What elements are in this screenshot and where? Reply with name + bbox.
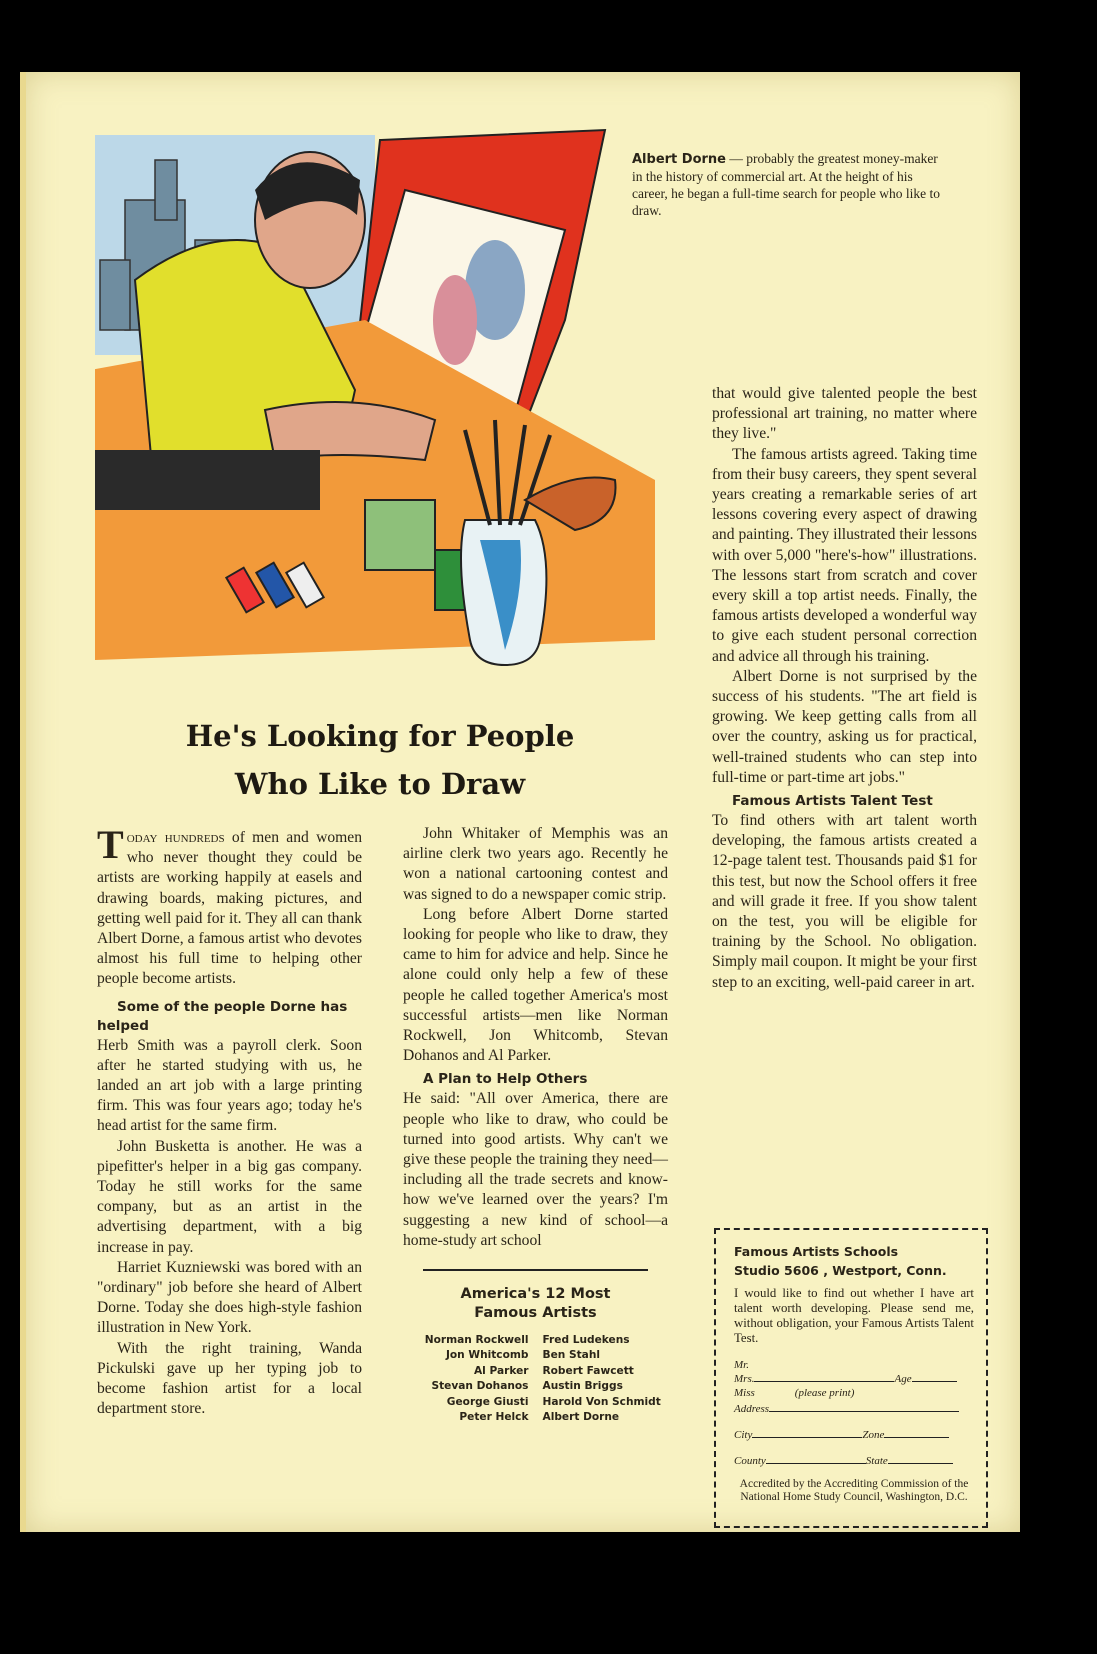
paragraph: John Whitaker of Memphis was an airline clerk two years ago. Recently he won a national cartooning contest and was signed to do a newspaper comic strip. [403,825,668,903]
artists-list [403,1333,668,1425]
headline-line-2: Who Like to Draw [234,767,526,801]
headline [120,712,640,808]
paragraph: John Busketta is another. He was a pipefitter's helper in a big gas company. Today he still works for the same company, but as an artist in the advertising department, with a big increase in pay. [97,1137,362,1256]
paragraph: Albert Dorne is not surprised by the success of his students. "The art field is growing. We keep getting calls from all over the country, asking us for practical, well-trained students who can step into full-time or part-time art jobs." [712,667,977,786]
paragraph: To find others with art talent worth developing, the famous artists created a 12-page talent test. Thousands paid $1 for this test, but now the School offers it free and will grade it free. If you show talent on the test, you will be eligible for training by the School. No obligation. Simply mail coupon. It might be your first step to an exciting, well-paid career in art. [712,812,977,991]
artist-name: Peter Helck [459,1411,529,1424]
artist-name: Albert Dorne [542,1411,620,1424]
artist-name: Norman Rockwell [424,1334,529,1347]
label-mr: Mr. [734,1359,749,1371]
mail-coupon[interactable] [714,1228,988,1528]
coupon-school-name: Famous Artists Schools [734,1244,899,1259]
artist-name: Stevan Dohanos [431,1380,529,1393]
artists-list-title [403,1285,668,1323]
headline-line-1: He's Looking for People [185,719,575,753]
label-miss: Miss [734,1387,755,1399]
zone-field[interactable] [884,1428,949,1438]
paragraph: Long before Albert Dorne started looking for people who like to draw, they came to him for advice and help. Since he alone could only help a few of these people he called together America's most successful artists—men like Norman Rockwell, Jon Whitcomb, Stevan Dohanos and Al Parker. [403,905,668,1065]
lead-words: oday hundreds [126,829,225,846]
name-field[interactable] [754,1372,894,1382]
artist-name: Jon Whitcomb [445,1349,529,1362]
subheading-people-helped: Some of the people Dorne has helped [97,998,348,1034]
intro-paragraph [97,822,362,990]
caption-name: Albert Dorne [632,152,726,167]
artist-name: Robert Fawcett [542,1364,634,1377]
label-state: State [865,1455,888,1467]
label-address: Address [734,1403,770,1415]
address-field[interactable] [769,1402,959,1412]
subheading-plan: A Plan to Help Others [423,1071,588,1088]
label-city: City [734,1429,753,1441]
accreditation-note: Accredited by the Accrediting Commission of the National Home Study Council, Washington, D.C. [739,1478,969,1503]
county-field[interactable] [766,1454,866,1464]
state-field[interactable] [888,1454,953,1464]
intro-text: of men and women who never thought they could be artists are working happily at easels and drawing boards, making pictures, and getting well paid for it. They all can thank Albert Dorne, a famous artist who devotes almost his full time to helping other people become artists. [97,829,362,988]
column-3 [712,384,977,993]
illustration-caption [632,150,942,219]
coupon-request-text: I would like to find out whether I have art talent worth developing. Please send me, without obligation, your Famous Artists Talent Test. [734,1286,974,1345]
column-1 [97,822,362,1419]
label-mrs: Mrs. [734,1373,755,1385]
coupon-address: Studio 5606 , Westport, Conn. [734,1263,947,1278]
illustration-artist-at-easel [95,120,655,690]
paragraph: Harriet Kuzniewski was bored with an "ordinary" job before she heard of Albert Dorne. Today she does high-style fashion illustration in New York. [97,1258,362,1337]
caption-text: — probably the greatest money-maker in the history of commercial art. At the height of his career, he began a full-time search for people who like to draw. [632,151,940,218]
label-age: Age [894,1373,912,1385]
paragraph: The famous artists agreed. Taking time from their busy careers, they spent several years creating a remarkable series of art lessons covering every aspect of drawing and painting. They illustrated their lessons with over 5,000 "here's-how" illustrations. The lessons start from scratch and cover every skill a top artist needs. Finally, the famous artists developed a wonderful way to give each student personal correction and advice all through his training. [712,445,977,665]
paragraph: With the right training, Wanda Pickulski gave up her typing job to become fashion artist for a local department store. [97,1339,362,1418]
label-zone: Zone [862,1429,885,1441]
subheading-talent-test: Famous Artists Talent Test [732,793,933,810]
artist-name: Fred Ludekens [542,1334,630,1347]
list-title-line-1: America's 12 Most [460,1286,611,1303]
please-print-note: (please print) [794,1387,855,1399]
label-county: County [734,1455,766,1467]
paragraph: that would give talented people the best professional art training, no matter where they live." [712,385,977,443]
city-field[interactable] [752,1428,862,1438]
paragraph: Herb Smith was a payroll clerk. Soon after he started studying with us, he landed an art job with a large printing firm. This was four years ago; today he's head artist for the same firm. [97,1036,362,1135]
column-2 [403,824,668,1426]
list-title-line-2: Famous Artists [474,1305,597,1322]
paragraph: He said: "All over America, there are people who like to draw, who could be turned into good artists. Why can't we give these people the training they need—including all the trade secrets and know-how we've learned over the years? I'm suggesting a new kind of school—a home-study art school [403,1090,668,1249]
artist-name: Al Parker [473,1364,529,1377]
artist-name: Austin Briggs [542,1380,623,1393]
artist-name: George Giusti [446,1395,529,1408]
drop-cap: T [97,822,124,867]
age-field[interactable] [912,1372,957,1382]
divider [423,1269,648,1271]
artist-name: Ben Stahl [542,1349,601,1362]
artist-name: Harold Von Schmidt [542,1395,661,1408]
